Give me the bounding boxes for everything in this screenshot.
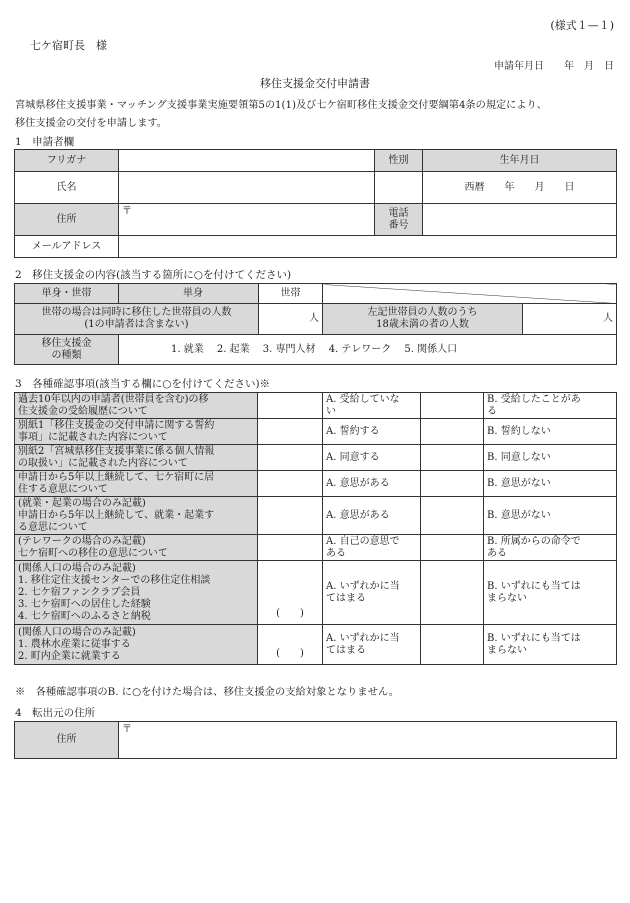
phone-label: 電話 番号	[375, 204, 423, 236]
confirmation-question: 過去10年以内の申請者(世帯員を含む)の移 住支援金の受給履歴について	[15, 393, 258, 419]
option-a[interactable]: A. 受給していな い	[323, 393, 421, 419]
option-b[interactable]: B. 所属からの命令で ある	[484, 535, 617, 561]
confirmation-paren-cell[interactable]	[258, 445, 323, 471]
addressee: 七ケ宿町長 様	[30, 39, 107, 52]
intro-text-line1: 宮城県移住支援事業・マッチング支援事業実施要領第5の1(1)及び七ケ宿町移住支援金交付要綱第4条の規定により、	[15, 100, 547, 111]
confirmation-row	[15, 561, 617, 625]
support-content-table	[14, 283, 617, 365]
option-a-mark[interactable]	[421, 471, 484, 497]
confirmation-row	[15, 471, 617, 497]
option-a-mark[interactable]	[421, 497, 484, 535]
option-b[interactable]: B. 意思がない	[484, 497, 617, 535]
option-b[interactable]: B. 意思がない	[484, 471, 617, 497]
confirmation-paren-cell[interactable]	[258, 393, 323, 419]
household-count-field[interactable]: 人	[259, 304, 323, 335]
page-title: 移住支援金交付申請書	[260, 77, 370, 90]
confirmation-question: (就業・起業の場合のみ記載) 申請日から5年以上継続して、就業・起業す る意思について	[15, 497, 258, 535]
furigana-field[interactable]	[119, 150, 375, 172]
confirmation-paren-cell[interactable]: ( )	[258, 625, 323, 665]
applicant-table	[14, 149, 617, 258]
option-a-mark[interactable]	[421, 625, 484, 665]
confirmation-question: (テレワークの場合のみ記載) 七ケ宿町への移住の意思について	[15, 535, 258, 561]
confirmation-paren-cell[interactable]	[258, 535, 323, 561]
confirmation-question: (関係人口の場合のみ記載) 1. 移住定住支援センターでの移住定住相談 2. 七ケ宿ファンクラブ会員 3. 七ケ宿町への居住した経験 4. 七ケ宿町へのふるさと納税	[15, 561, 258, 625]
confirmation-question: 申請日から5年以上継続して、七ケ宿町に居 住する意思について	[15, 471, 258, 497]
confirmation-paren-cell[interactable]	[258, 419, 323, 445]
gender-label: 性別	[375, 150, 423, 172]
option-a-mark[interactable]	[421, 445, 484, 471]
section3-heading: 3 各種確認事項(該当する欄に○を付けてください)※	[15, 378, 271, 390]
confirmation-note: ※ 各種確認事項のB. に○を付けた場合は、移住支援金の支給対象となりません。	[15, 686, 400, 698]
option-a-mark[interactable]	[421, 419, 484, 445]
previous-postal-mark: 〒	[122, 724, 132, 735]
option-a[interactable]: A. 自己の意思で ある	[323, 535, 421, 561]
email-label: メールアドレス	[15, 236, 119, 258]
support-type-options[interactable]: 1. 就業 2. 起業 3. 専門人材 4. テレワーク 5. 関係人口	[119, 335, 617, 365]
confirmation-question: 別紙1「移住支援金の交付申請に関する誓約 事項」に記載された内容について	[15, 419, 258, 445]
household-count-label: 世帯の場合は同時に移住した世帯員の人数 (1の申請者は含まない)	[15, 304, 259, 335]
option-b[interactable]: B. 誓約しない	[484, 419, 617, 445]
previous-address-label: 住所	[15, 722, 119, 759]
intro-text-line2: 移住支援金の交付を申請します。	[15, 118, 167, 129]
household-option[interactable]: 世帯	[259, 284, 323, 304]
minors-count-field[interactable]: 人	[523, 304, 617, 335]
previous-address-field[interactable]	[119, 722, 617, 759]
confirmation-row	[15, 445, 617, 471]
section2-heading: 2 移住支援金の内容(該当する箇所に○を付けてください)	[15, 269, 292, 281]
address-label: 住所	[15, 204, 119, 236]
option-b[interactable]: B. 同意しない	[484, 445, 617, 471]
option-a-mark[interactable]	[421, 393, 484, 419]
diagonal-cell	[323, 284, 617, 304]
confirmation-row	[15, 419, 617, 445]
support-type-label: 移住支援金 の種類	[15, 335, 119, 365]
confirmation-table	[14, 392, 617, 665]
option-b[interactable]: B. 受給したことがあ る	[484, 393, 617, 419]
option-a-mark[interactable]	[421, 561, 484, 625]
section4-heading: 4 転出元の住所	[15, 707, 96, 719]
email-field[interactable]	[119, 236, 617, 258]
confirmation-row	[15, 535, 617, 561]
option-a[interactable]: A. いずれかに当 てはまる	[323, 561, 421, 625]
option-a-mark[interactable]	[421, 535, 484, 561]
option-a[interactable]: A. いずれかに当 てはまる	[323, 625, 421, 665]
form-number: (様式１—１)	[550, 19, 614, 32]
postal-mark: 〒	[122, 206, 132, 217]
option-a[interactable]: A. 誓約する	[323, 419, 421, 445]
furigana-label: フリガナ	[15, 150, 119, 172]
confirmation-row	[15, 393, 617, 419]
name-field[interactable]	[119, 172, 375, 204]
option-b[interactable]: B. いずれにも当ては まらない	[484, 561, 617, 625]
application-date: 申請年月日 年 月 日	[494, 61, 614, 72]
confirmation-paren-cell[interactable]	[258, 497, 323, 535]
address-field[interactable]	[119, 204, 375, 236]
confirmation-row	[15, 497, 617, 535]
phone-field[interactable]	[423, 204, 617, 236]
confirmation-question: (関係人口の場合のみ記載) 1. 農林水産業に従事する 2. 町内企業に就業する	[15, 625, 258, 665]
option-a[interactable]: A. 同意する	[323, 445, 421, 471]
confirmation-paren-cell[interactable]: ( )	[258, 561, 323, 625]
confirmation-row	[15, 625, 617, 665]
birthdate-label: 生年月日	[423, 150, 617, 172]
single-option[interactable]: 単身	[119, 284, 259, 304]
gender-field[interactable]	[375, 172, 423, 204]
minors-count-label: 左記世帯員の人数のうち 18歳未満の者の人数	[323, 304, 523, 335]
confirmation-question: 別紙2「宮城県移住支援事業に係る個人情報 の取扱い」に記載された内容について	[15, 445, 258, 471]
previous-address-table	[14, 721, 617, 759]
birthdate-field[interactable]: 西暦 年 月 日	[423, 172, 617, 204]
option-a[interactable]: A. 意思がある	[323, 471, 421, 497]
option-a[interactable]: A. 意思がある	[323, 497, 421, 535]
option-b[interactable]: B. いずれにも当ては まらない	[484, 625, 617, 665]
section1-heading: 1 申請者欄	[15, 136, 75, 148]
confirmation-paren-cell[interactable]	[258, 471, 323, 497]
name-label: 氏名	[15, 172, 119, 204]
single-household-label: 単身・世帯	[15, 284, 119, 304]
